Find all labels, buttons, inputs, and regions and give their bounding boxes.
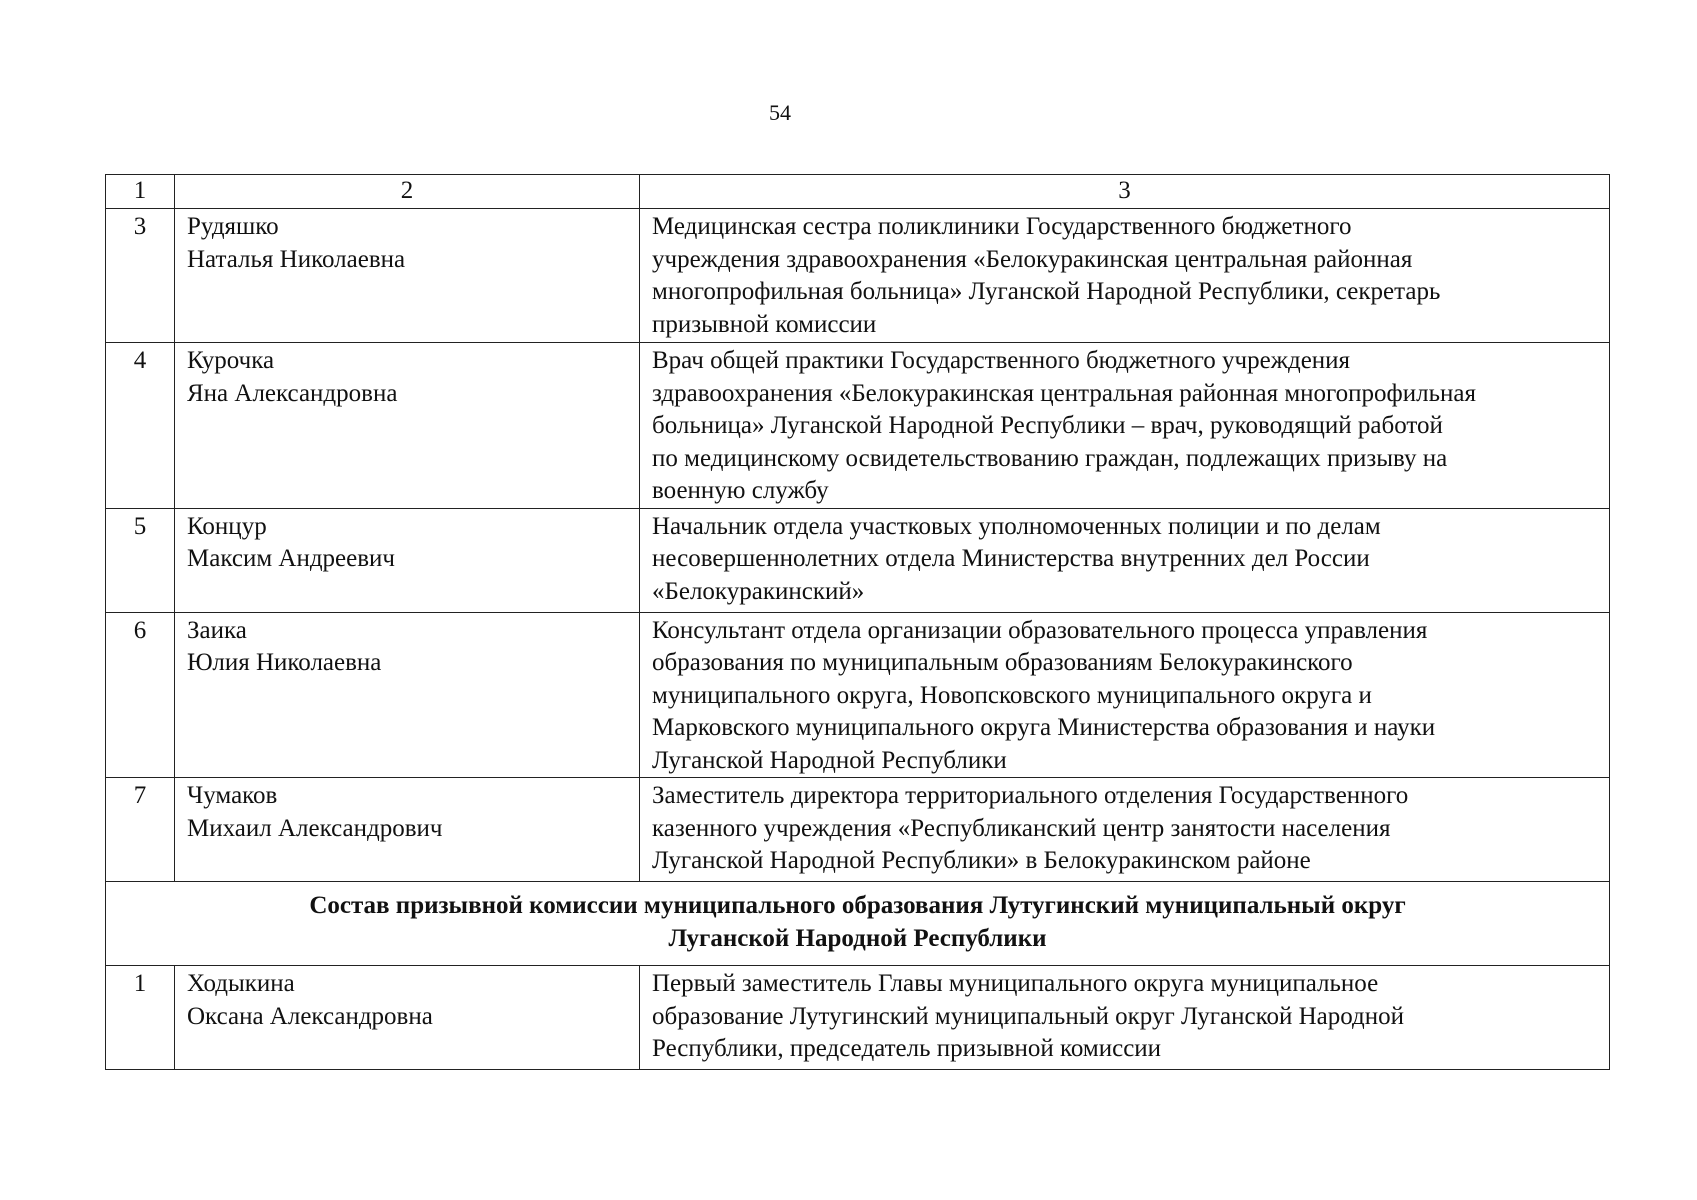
position-line: учреждения здравоохранения «Белокуракинская центральная районная (652, 245, 1413, 273)
member-given-names: Оксана Александровна (187, 1002, 433, 1030)
table-row (106, 612, 1610, 778)
section-title-line: Состав призывной комиссии муниципального образования Лутугинский муниципальный округ (309, 892, 1406, 919)
member-given-names: Михаил Александрович (187, 814, 443, 842)
member-surname: Курочка (187, 347, 275, 374)
member-position (640, 612, 1610, 778)
position-line: Консультант отдела организации образовательного процесса управления (652, 616, 1428, 644)
section-title-line: Луганской Народной Республики (668, 924, 1047, 952)
position-line: образования по муниципальным образованиям Белокуракинского (652, 649, 1353, 676)
section-title (106, 882, 1610, 966)
member-surname: Чумаков (187, 782, 278, 809)
position-line: Начальник отдела участковых уполномоченных полиции и по делам (652, 512, 1381, 540)
position-line: Луганской Народной Республики (652, 746, 1007, 774)
position-line: Заместитель директора территориального отделения Государственного (652, 782, 1409, 809)
member-surname: Ходыкина (187, 970, 295, 997)
page-number: 54 (769, 100, 791, 125)
header-col-1: 1 (106, 175, 175, 209)
row-number: 6 (106, 612, 175, 778)
row-number: 5 (106, 508, 175, 612)
position-line: муниципального округа, Новопсковского муниципального округа и (652, 681, 1372, 709)
member-position (640, 778, 1610, 882)
member-position (640, 209, 1610, 343)
member-position (640, 343, 1610, 509)
position-line: Медицинская сестра поликлиники Государственного бюджетного (652, 213, 1352, 240)
member-given-names: Наталья Николаевна (187, 245, 406, 273)
member-name (175, 209, 640, 343)
position-line: Марковского муниципального округа Министерства образования и науки (652, 714, 1436, 741)
row-number: 1 (106, 966, 175, 1070)
member-given-names: Максим Андреевич (187, 545, 395, 572)
table-row (106, 209, 1610, 343)
member-name (175, 612, 640, 778)
table-header-row (106, 175, 1610, 209)
member-surname: Рудяшко (187, 213, 279, 240)
table-row (106, 343, 1610, 509)
table-row (106, 508, 1610, 612)
position-line: «Белокуракинский» (652, 577, 865, 605)
position-line: образование Лутугинский муниципальный округ Луганской Народной (652, 1002, 1405, 1030)
header-col-3: 3 (640, 175, 1610, 209)
member-name (175, 966, 640, 1070)
member-position (640, 508, 1610, 612)
member-surname: Концур (187, 512, 267, 540)
position-line: Республики, председатель призывной комиссии (652, 1035, 1162, 1062)
section-row (106, 882, 1610, 966)
commission-table (105, 174, 1610, 1070)
position-line: Первый заместитель Главы муниципального округа муниципальное (652, 970, 1379, 997)
member-surname: Заика (187, 616, 247, 644)
position-line: Врач общей практики Государственного бюджетного учреждения (652, 347, 1351, 374)
row-number: 7 (106, 778, 175, 882)
row-number: 4 (106, 343, 175, 509)
position-line: Луганской Народной Республики» в Белокуракинском районе (652, 847, 1311, 874)
position-line: казенного учреждения «Республиканский центр занятости населения (652, 814, 1391, 842)
position-line: многопрофильная больница» Луганской Народной Республики, секретарь (652, 278, 1441, 305)
member-name (175, 343, 640, 509)
table-row (106, 778, 1610, 882)
header-col-2: 2 (175, 175, 640, 209)
position-line: по медицинскому освидетельствованию граждан, подлежащих призыву на (652, 444, 1448, 472)
position-line: военную службу (652, 477, 829, 504)
member-position (640, 966, 1610, 1070)
table-row (106, 966, 1610, 1070)
member-name (175, 778, 640, 882)
member-given-names: Юлия Николаевна (187, 649, 382, 676)
position-line: несовершеннолетних отдела Министерства внутренних дел России (652, 545, 1370, 572)
member-given-names: Яна Александровна (187, 379, 398, 407)
row-number: 3 (106, 209, 175, 343)
member-name (175, 508, 640, 612)
position-line: призывной комиссии (652, 310, 877, 338)
position-line: больница» Луганской Народной Республики – врач, руководящий работой (652, 412, 1443, 439)
position-line: здравоохранения «Белокуракинская центральная районная многопрофильная (652, 379, 1476, 407)
